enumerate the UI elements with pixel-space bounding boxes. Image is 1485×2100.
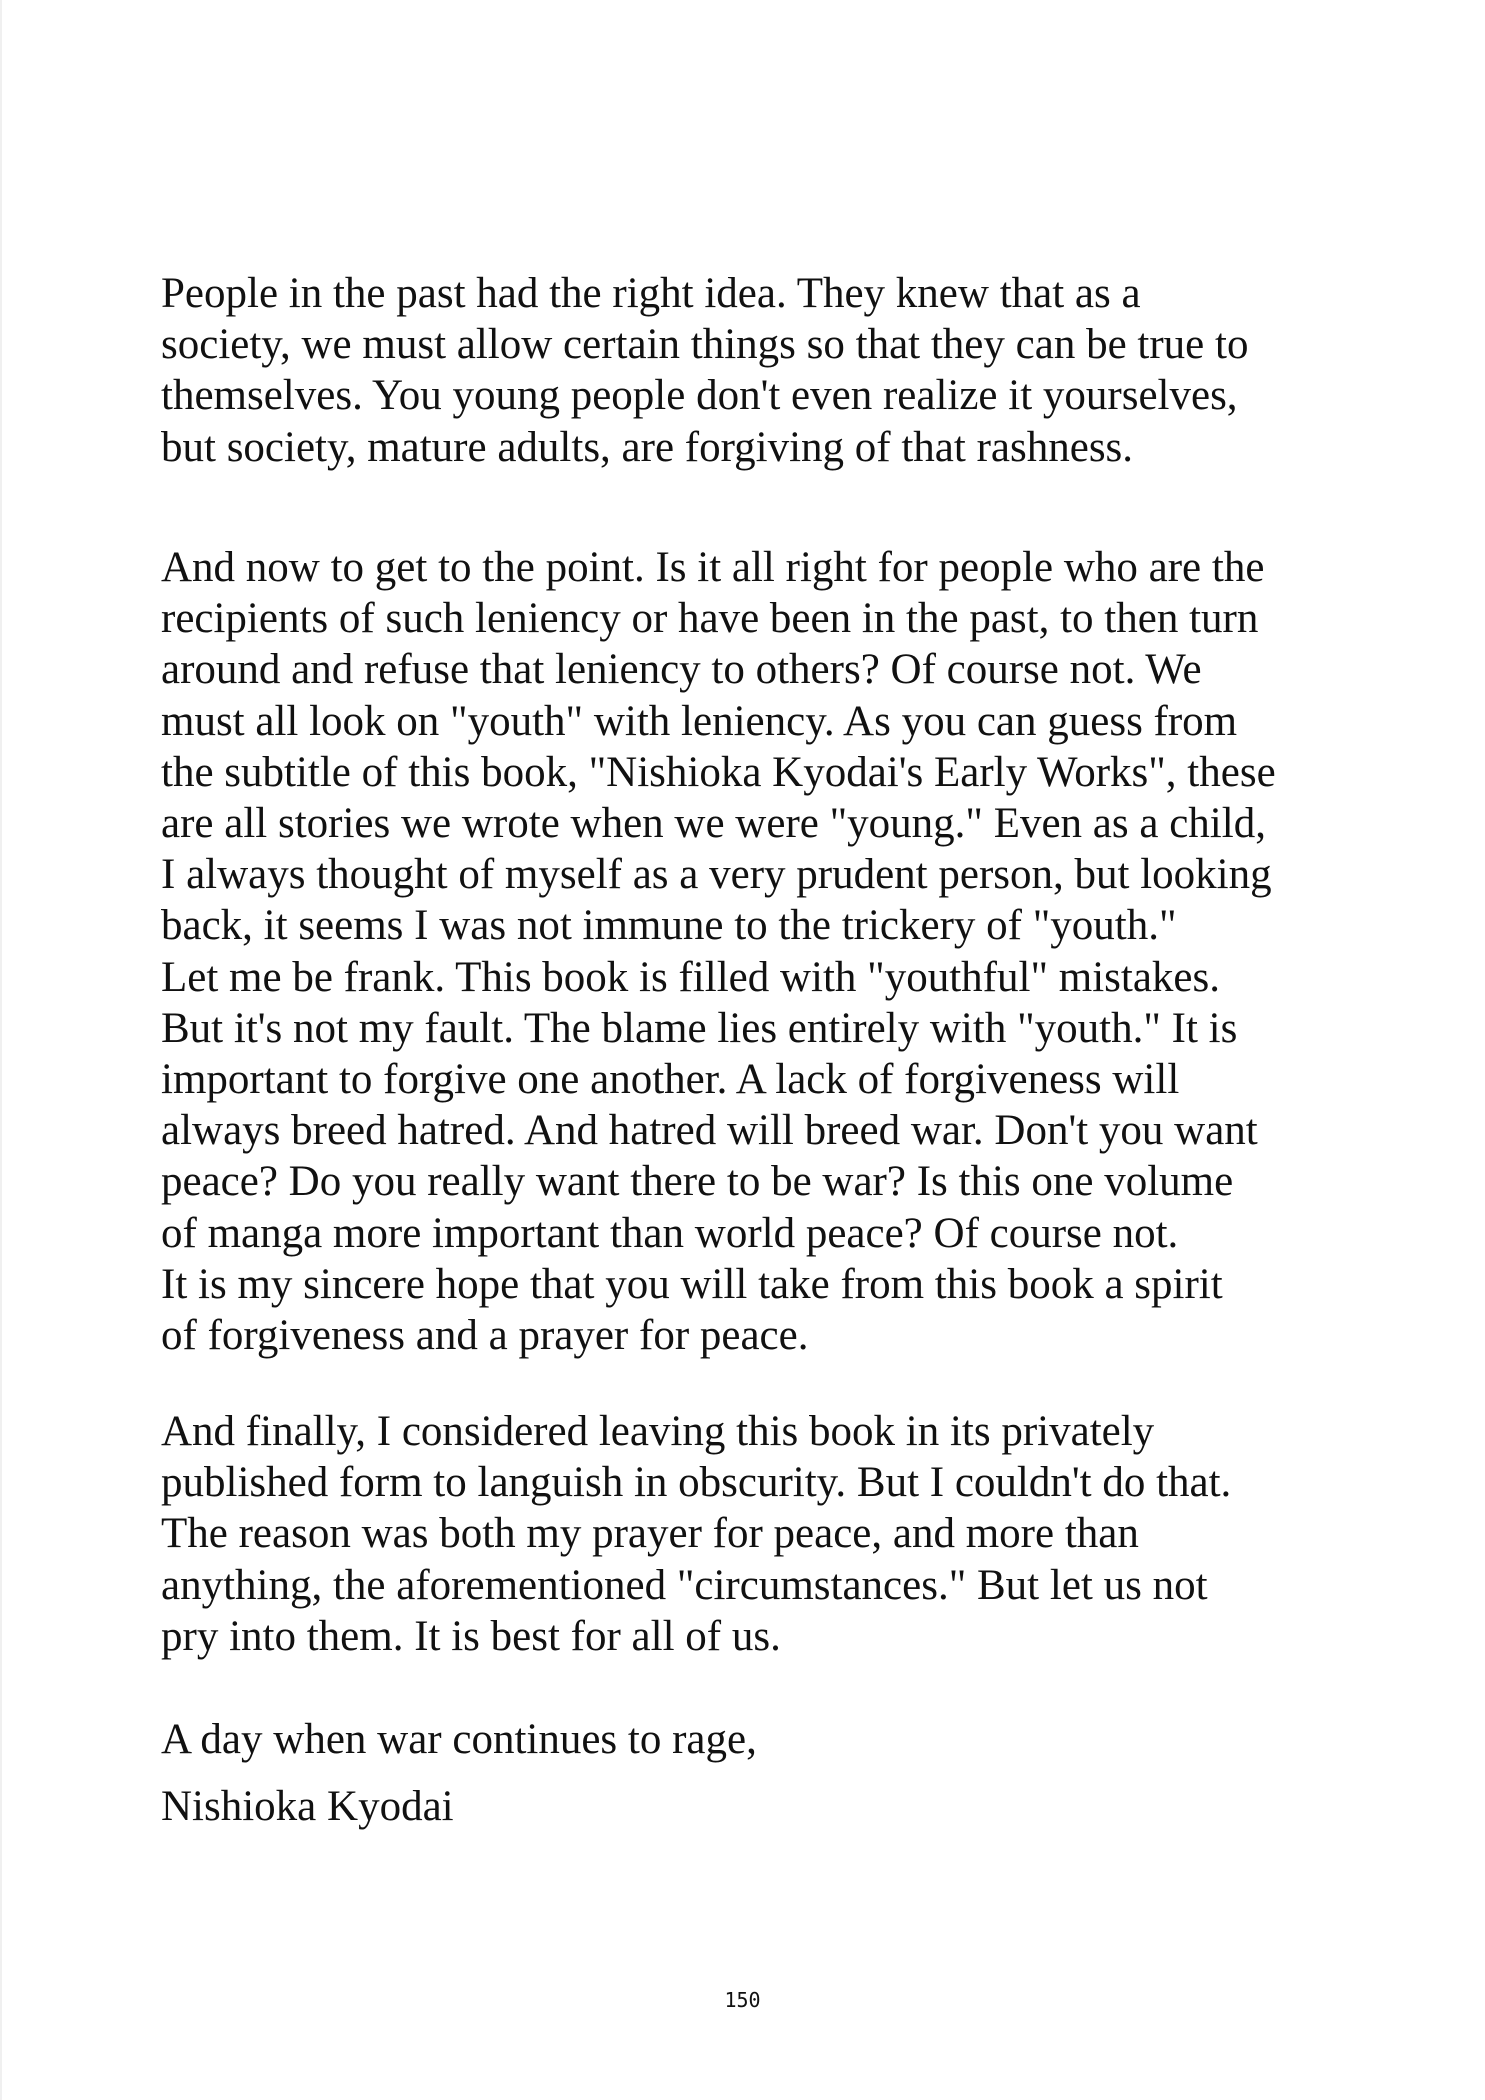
- text-line: themselves. You young people don't even realize it yourselves,: [161, 372, 1238, 420]
- text-line: the subtitle of this book, "Nishioka Kyodai's Early Works", these: [161, 748, 1276, 796]
- text-line: recipients of such leniency or have been in the past, to then turn: [161, 595, 1259, 643]
- text-line: But it's not my fault. The blame lies entirely with "youth." It is: [161, 1004, 1238, 1052]
- text-line: must all look on "youth" with leniency. As you can guess from: [161, 697, 1238, 745]
- text-line: back, it seems I was not immune to the trickery of "youth.": [161, 902, 1177, 950]
- signoff-dateline: A day when war continues to rage,: [161, 1716, 757, 1763]
- text-line: important to forgive one another. A lack of forgiveness will: [161, 1056, 1180, 1104]
- text-line: are all stories we wrote when we were "young." Even as a child,: [161, 800, 1266, 848]
- text-line: People in the past had the right idea. They knew that as a: [161, 270, 1141, 317]
- text-line: And finally, I considered leaving this book in its privately: [161, 1408, 1155, 1455]
- text-line: pry into them. It is best for all of us.: [161, 1612, 781, 1660]
- page-edge: [0, 0, 2, 2100]
- paragraph-2: [161, 542, 1276, 1361]
- text-line: And now to get to the point. Is it all right for people who are the: [161, 544, 1265, 591]
- text-line: I always thought of myself as a very prudent person, but looking: [161, 851, 1272, 899]
- text-line: The reason was both my prayer for peace, and more than: [161, 1510, 1139, 1558]
- text-line: around and refuse that leniency to others? Of course not. We: [161, 646, 1202, 694]
- text-line: always breed hatred. And hatred will breed war. Don't you want: [161, 1107, 1258, 1155]
- text-line: Let me be frank. This book is filled with "youthful" mistakes.: [161, 953, 1220, 1001]
- text-line: of manga more important than world peace? Of course not.: [161, 1209, 1179, 1257]
- text-line: anything, the aforementioned "circumstances." But let us not: [161, 1561, 1208, 1609]
- text-line: of forgiveness and a prayer for peace.: [161, 1312, 809, 1360]
- paragraph-3: [161, 1406, 1231, 1662]
- text-line: society, we must allow certain things so that they can be true to: [161, 321, 1249, 369]
- text-line: published form to languish in obscurity. But I couldn't do that.: [161, 1459, 1232, 1507]
- text-line: peace? Do you really want there to be war? Is this one volume: [161, 1158, 1234, 1206]
- text-line: but society, mature adults, are forgiving of that rashness.: [161, 423, 1134, 471]
- paragraph-1: [161, 268, 1248, 473]
- page-number: 150: [724, 1988, 761, 2012]
- text-line: It is my sincere hope that you will take from this book a spirit: [161, 1260, 1223, 1308]
- signoff-author: Nishioka Kyodai: [161, 1783, 454, 1830]
